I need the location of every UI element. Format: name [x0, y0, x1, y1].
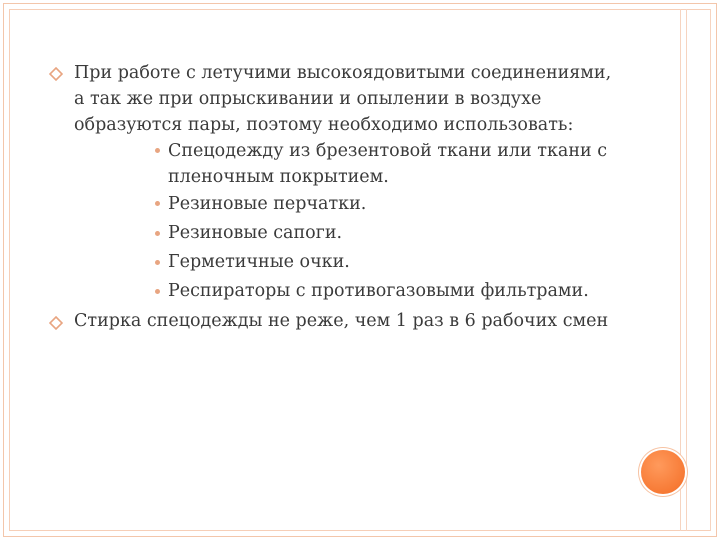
sub-bullet-dot-icon [155, 231, 160, 236]
sub-list-item-line: Спецодежду из брезентовой ткани или ткани с [168, 141, 608, 161]
diamond-bullet-icon [49, 316, 63, 330]
sub-list-item [168, 278, 589, 304]
sub-bullet-dot-icon [155, 201, 160, 206]
list-item [74, 308, 608, 334]
sub-list-item-line: Резиновые сапоги. [168, 223, 343, 243]
list-item-line: Стирка спецодежды не реже, чем 1 раз в 6 рабочих смен [74, 311, 609, 331]
sub-list-item [168, 191, 366, 217]
sub-list-item [168, 249, 350, 275]
list-item-line: образуются пары, поэтому необходимо использовать: [74, 115, 574, 135]
diamond-bullet-icon [49, 67, 63, 81]
list-item-line: При работе с летучими высокоядовитыми соединениями, [74, 63, 612, 83]
list-item-line: а так же при опрыскивании и опылении в воздухе [74, 89, 542, 109]
sub-list-item-line: Герметичные очки. [168, 252, 350, 272]
sub-list-item-line: пленочным покрытием. [168, 167, 389, 187]
sub-bullet-dot-icon [155, 148, 160, 153]
sub-list-item-line: Резиновые перчатки. [168, 194, 367, 214]
sub-bullet-dot-icon [155, 289, 160, 294]
sub-list-item-line: Респираторы с противогазовыми фильтрами. [168, 281, 589, 301]
sub-bullet-dot-icon [155, 260, 160, 265]
sub-list-item [168, 138, 607, 190]
sub-list-item [168, 220, 342, 246]
list-item [74, 60, 611, 138]
